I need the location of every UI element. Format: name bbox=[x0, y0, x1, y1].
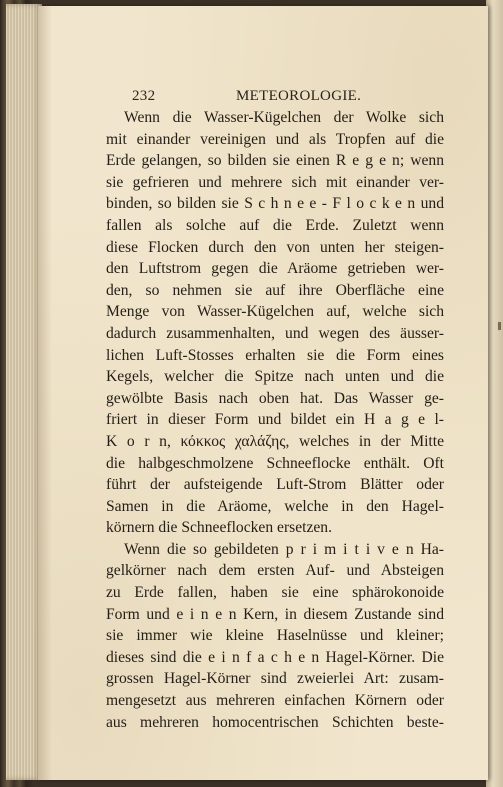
running-title: METEOROLOGIE. bbox=[236, 88, 362, 104]
text-line: mit einander vereinigen und als Tropfen auf die bbox=[106, 130, 444, 148]
text-line: dadurch zusammenhalten, und wegen des äusser- bbox=[106, 324, 444, 342]
text-line: Samen in die Aräome, welche in den Hagel- bbox=[106, 497, 444, 515]
text-line: Menge von Wasser-Kügelchen auf, welche sich bbox=[106, 303, 444, 321]
page-edges-left bbox=[6, 4, 42, 780]
text-line: gelkörner nach dem ersten Auf- und Absteigen bbox=[106, 562, 444, 580]
page-number: 232 bbox=[132, 88, 156, 104]
text-line: dieses sind die e i n f a c h e n Hagel-Körner. Die bbox=[106, 648, 444, 666]
text-line: Kegels, welcher die Spitze nach unten und die bbox=[106, 368, 444, 386]
text-line: K o r n, κόκκος χαλάζης, welches in der Mitte bbox=[106, 432, 444, 450]
text-line: friert in dieser Form und bildet ein H a g e l- bbox=[106, 411, 444, 429]
text-line: aus mehreren homocentrischen Schichten beste- bbox=[106, 713, 444, 731]
text-line: führt der aufsteigende Luft-Strom Blätter oder bbox=[106, 476, 444, 494]
text-line: den Luftstrom gegen die Aräome getrieben wer- bbox=[106, 260, 444, 278]
text-line: binden, so bilden sie S c h n e e - F l o c k e n und bbox=[106, 195, 444, 213]
text-line: fallen als solche auf die Erde. Zuletzt wenn bbox=[106, 216, 444, 234]
page-edge-right bbox=[486, 0, 503, 787]
text-line: sie gefrieren und mehrere sich mit einander ver- bbox=[106, 173, 444, 191]
text-line: den, so nehmen sie auf ihre Oberfläche eine bbox=[106, 281, 444, 299]
edge-mark bbox=[498, 322, 501, 330]
text-line: zu Erde fallen, haben sie eine sphärokonoide bbox=[106, 584, 444, 602]
text-line: Wenn die Wasser-Kügelchen der Wolke sich bbox=[124, 109, 444, 126]
text-line: Form und e i n e n Kern, in diesem Zustande sind bbox=[106, 605, 444, 623]
text-line: mengesetzt aus mehreren einfachen Körnern oder bbox=[106, 692, 444, 710]
text-line: Erde gelangen, so bilden sie einen R e g e n; wenn bbox=[106, 152, 444, 170]
text-line: diese Flocken durch den von unten her steigen- bbox=[106, 238, 444, 256]
running-header bbox=[132, 88, 362, 108]
text-line: Wenn die so gebildeten p r i m i t i v e n Ha- bbox=[124, 540, 444, 558]
text-line: lichen Luft-Stosses erhalten sie die Form eines bbox=[106, 346, 444, 364]
text-line: körnern die Schneeflocken ersetzen. bbox=[106, 519, 333, 537]
text-line: die halbgeschmolzene Schneeflocke enthält. Oft bbox=[106, 454, 444, 472]
text-line: gewölbte Basis nach oben hat. Das Wasser ge- bbox=[106, 389, 444, 407]
text-line: grossen Hagel-Körner sind zweierlei Art: zusam- bbox=[106, 670, 444, 688]
text-line: sie immer wie kleine Haselnüsse und kleiner; bbox=[106, 627, 444, 645]
body-text bbox=[106, 107, 444, 733]
